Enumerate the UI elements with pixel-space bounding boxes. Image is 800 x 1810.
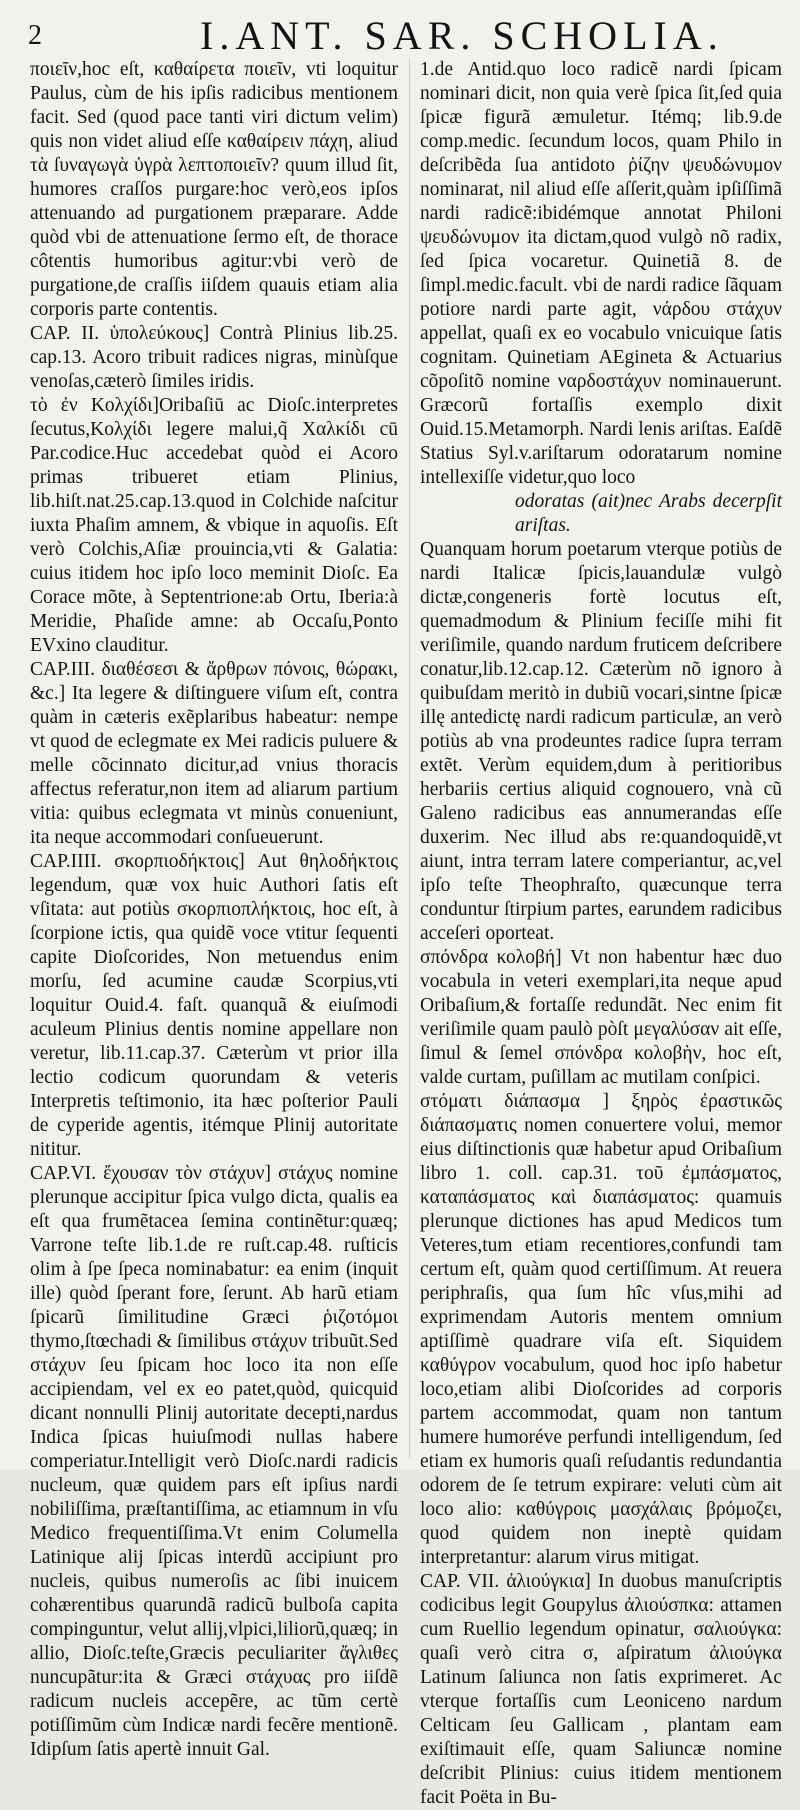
paragraph: CAP.IIII. σκορπιοδήκτοις] Aut θηλοδήκτοις legendum, quæ vox huic Authori ſatis eſt vſitata: aut potiùs σκορπιοπλήκτοις, hoc eſt, à ſcorpione ictis, qua quidẽ voce vtitur ſequenti capite Dioſcorides, Non metuendus enim morſu, ſed acumine caudæ Scorpius,vti loquitur Ouid.4. faſt. quanquã & eiuſmodi aculeum Plinius dentis nomine appellare non veretur, lib.11.cap.37. Cæterùm vt prior illa lectio codicum quorundam & veteris Interpretis teſtimonio, ita hæc poſterior Pauli de cyperide agentis, itémque Plinij autoritate nititur. — [30, 851, 398, 1160]
verse-quotation: odoratas (ait)nec Arabs decerpſit ariſtas. — [515, 491, 782, 536]
paragraph: CAP. VII. ἀλιούγκια] In duobus manuſcriptis codicibus legit Goupylus ἀλιούσπκα: attamen cum Ruellio legendum opinatur, σαλιούγκα: quaſi verò citra σ, aſpiratum ἀλιούγκα Latinum ſaliunca non ſatis exprimeret. Ac vterque fortaſſis cum Leoniceno nardum Celticam ſeu Gallicam , plantam eam exiſtimauit eſſe, quam Saliuncæ nomine deſcribit Plinius: cuius itidem mentionem facit Poëta in Bu- — [420, 1571, 782, 1808]
paragraph: ποιεῖν,hoc eſt, καθαίρετα ποιεῖν, vti loquitur Paulus, cùm de his ipſis radicibus mentionem facit. Sed (quod pace tanti viri dictum velim) quis non videt aliud eſſe καθαίρειν πάχη, aliud τὰ ſυναγωγὰ ὑγρὰ λεπτοποιεῖν? quum illud ſit, humores craſſos purgare:hoc verò,eos ipſos attenuando ad purgationem præparare. Adde quòd vbi de attenuatione ſermo eſt, de thorace côtentis humoribus agitur:vbi verò de purgatione,de craſſis iiſdem quauis etiam alia corporis parte contentis. — [30, 59, 398, 320]
paragraph: τὸ ἐν Κολχίδι]Oribaſiū ac Dioſc.interpretes ſecutus,Κολχίδι legere malui,q̃ Χαλκίδι cū Par.codice.Huc accedebat quòd ei Acoro primas tribueret etiam Plinius, lib.hiſt.nat.25.cap.13.quod in Colchide naſcitur iuxta Phaſim amnem, & vbique in aquoſis. Eſt verò Colchis,Aſiæ prouincia,vti & Galatia: cuius itidem hoc ipſo loco meminit Dioſc. Ea Corace mõte, à Septentrione:ab Ortu, Iberia:à Meridie, Phaſide amne: ab Occaſu,Ponto EVxino clauditur. — [30, 395, 398, 656]
right-column — [420, 58, 782, 1808]
paragraph: στόματι διάπασμα ] ξηρὸς ἐραστικῶς διάπασματις nomen conuertere volui, memor eius diſtinctionis quæ habetur apud Oribaſium libro 1. coll. cap.31. τοῦ ἐμπάσματος, καταπάσματος καὶ διαπάσματος: quamuis plerunque dictiones has apud Medicos tum Veteres,tum etiam recentiores,confundi tam certum eſt, quàm quod certiſſimum. At reuera periphraſis, qua ſum hîc vſus,mihi ad exprimendam Autoris mentem omnium aptiſſimè quadrare viſa eſt. Siquidem καθύγρον vocabulum, quod hoc ipſo habetur loco,etiam alibi Dioſcorides ad corporis partem accommodat, quam non tantum humere humoréve perfundi intelligendum, ſed etiam ex humoris quaſi reſudantis redundantia odorem de ſe tetrum expirare: veluti cùm ait loco alio: καθύγροις μασχάλαις βρόμοζει, quod quidem non ineptè quidam interpretantur: alarum virus mitigat. — [420, 1091, 782, 1568]
paragraph: CAP.III. διαθέσεσι & ἄρθρων πόνοις, θώρακι, &c.] Ita legere & diſtinguere viſum eſt, contra quàm in cæteris exẽplaribus habeatur: nempe vt quod de eclegmate ex Mei radicis puluere & melle cõcinnato dicitur,ad vnius thoracis affectus referatur,non item ad aliarum partium vitia: quibus eclegmata vt minùs conueniunt, ita neque accommodari conſueuerunt. — [30, 659, 398, 848]
running-head: I.ANT. SAR. SCHOLIA. — [200, 13, 724, 58]
paragraph: 1.de Antid.quo loco radicẽ nardi ſpicam nominari dicit, non quia verè ſpica ſit,ſed quia ſpicæ figurã æmuletur. Itémq; lib.9.de comp.medic. ſecundum locos, quam Philo in deſcribẽda ſua antidoto ῥίζην ψευδώνυμον nominarat, nil aliud eſſe aſſerit,quàm ipſiſſimã nardi radicẽ:ibidémque annotat Philoni ψευδώνυμον ita dictam,quod vulgò nõ radix, ſed ſpica vocaretur. Quinetiã 8. de ſimpl.medic.facult. vbi de nardi radice ſãquam potiore nardi parte agit, νάρδου στάχυν appellat, quaſi ex eo vocabulo vnicuique ſatis cognitam. Quinetiam AEgineta & Actuarius cõpoſitõ nomine ναρδοστάχυν nominauerunt. Græcorũ fortaſſis exemplo dixit Ouid.15.Metamorph. Nardi lenis ariſtas. Eaſdẽ Statius Syl.v.ariſtarum odoratarum nomine intellexiſſe videtur,quo loco — [420, 59, 782, 488]
page-number: 2 — [28, 20, 43, 51]
paragraph: CAP.VI. ἔχουσαν τὸν στάχυν] στάχυς nomine plerunque accipitur ſpica vulgo dicta, qualis ea eſt qua frumẽtacea ſemina continẽtur:quæq; Varrone teſte lib.1.de re ruſt.cap.48. ruſticis olim à ſpe ſpeca nominabatur: ea enim (inquit ille) quòd ſperant fore, ſerunt. Ab harũ etiam ſpicarũ ſimilitudine Græci ῥιζοτόμοι thymo,ſtœchadi & ſimilibus στάχυν tribuũt.Sed στάχυν ſeu ſpicam hoc loco ita non eſſe accipiendam, vel ex eo patet,quòd, quicquid dicant nonnulli Plinij autoritate decepti,nardus Indica ſpicas huiuſmodi nullas habere comperiatur.Intelligit verò Dioſc.nardi radicis nucleum, quæ quidem pars eſt ipſius nardi nobiliſſima, præſtantiſſima, ac etiamnum in vſu Medico frequentiſſima.Vt enim Columella Latinique alij ſpicas interdũ accipiunt pro nucleis, quibus numeroſis ac ſibi inuicem cohærentibus quarundã radicũ bulboſa capita compinguntur, velut allij,vlpici,liliorũ,quæq; in allio, Dioſc.teſte,Græcis peculiariter ἄγλιθες nuncupãtur:ita & Græci στάχυας pro iiſdẽ radicum nucleis accepẽre, ac tũm certè potiſſimũm cùm Indicæ nardi fecẽre mentionẽ. Idipſum ſatis apertè innuit Gal. — [30, 1163, 398, 1760]
paragraph: Quanquam horum poetarum vterque potiùs de nardi Italicæ ſpicis,lauandulæ vulgò dictæ,congeneris fortè locutus eſt, quemadmodum & Plinium feciſſe mihi fit veriſimile, quando nardum fruticem deſcribere conatur,lib.12.cap.12. Cæterùm nõ ignoro à quibuſdam meritò in dubiũ vocari,sintne ſpicæ illę antedictę nardi radicum particulæ, an verò potiùs ab vna prodeuntes radice ſupra terram extẽt. Verùm equidem,dum à peritioribus herbariis certius aliquid cognouero, vnà cũ Galeno radicibus eas annumerandas eſſe duxerim. Nec illud abs re:quandoquidẽ,vt aiunt, intra terram latere comperiantur, ac,vel ipſo teſte Theophraſto, quæcunque terra conduntur ſtirpium partes, earundem radicibus acceſeri oporteat. — [420, 539, 782, 944]
column-gutter — [409, 58, 410, 1458]
page-header — [0, 8, 800, 58]
paragraph: σπόνδρα κολοβή] Vt non habentur hæc duo vocabula in veteri exemplari,ita neque apud Oribaſium,& fortaſſe redundãt. Nec enim fit veriſimile quam paulò pòſt μεγαλύσαν ait eſſe, ſimul & ſemel σπόνδρα κολοβὴν, hoc eſt, valde curtam, puſillam ac mutilam conſpici. — [420, 947, 782, 1088]
left-column — [30, 58, 398, 1760]
paragraph: CAP. II. ὑπολεύκους] Contrà Plinius lib.25. cap.13. Acoro tribuit radices nigras, minùſque venoſas,cæterò ſimiles iridis. — [30, 323, 398, 392]
